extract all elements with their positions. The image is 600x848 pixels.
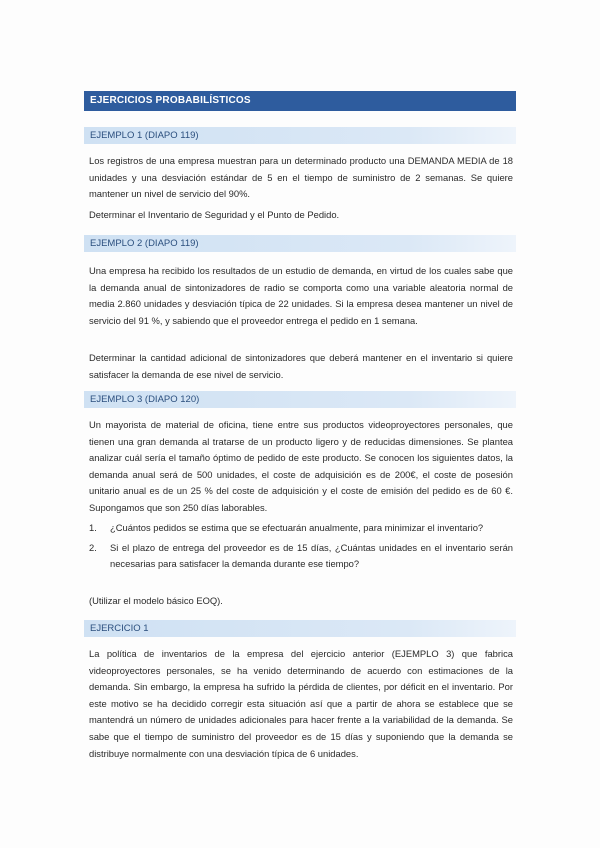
section-heading-ejemplo-1: EJEMPLO 1 (DIAPO 119) xyxy=(84,127,516,144)
list-item-text: ¿Cuántos pedidos se estima que se efectuarán anualmente, para minimizar el inventario? xyxy=(110,522,484,533)
paragraph: Una empresa ha recibido los resultados de un estudio de demanda, en virtud de los cuales sabe que la demanda anual de sintonizadores de radio se comporta como una variable aleatoria normal de media 2.860 unidades y desviación típica de 22 unidades. Si la empresa desea mantener un nivel de servicio del 91 %, y sabiendo que el proveedor entrega el pedido en 1 semana. xyxy=(89,265,513,326)
list-item-number: 2. xyxy=(89,541,97,553)
list-item xyxy=(89,520,513,537)
question-list xyxy=(89,520,513,576)
document-title: EJERCICIOS PROBABILÍSTICOS xyxy=(84,91,516,111)
section-heading-ejercicio-1: EJERCICIO 1 xyxy=(84,620,516,637)
paragraph: Determinar la cantidad adicional de sintonizadores que deberá mantener en el inventario si quiere satisfacer la demanda de ese nivel de servicio. xyxy=(89,352,513,380)
section-heading-ejemplo-3: EJEMPLO 3 (DIAPO 120) xyxy=(84,391,516,408)
section-heading-ejemplo-2: EJEMPLO 2 (DIAPO 119) xyxy=(84,235,516,252)
list-item xyxy=(89,540,513,573)
paragraph: Determinar el Inventario de Seguridad y el Punto de Pedido. xyxy=(89,209,340,220)
paragraph: Los registros de una empresa muestran para un determinado producto una DEMANDA MEDIA de 18 unidades y una desviación estándar de 5 en el tiempo de suministro de 2 semanas. Se quiere mantener un nivel de servicio del 90%. xyxy=(89,155,513,200)
list-item-number: 1. xyxy=(89,522,97,533)
paragraph: La política de inventarios de la empresa del ejercicio anterior (EJEMPLO 3) que fabrica videoproyectores personales, se ha venido determinando de acuerdo con estimaciones de la demanda. Sin embargo, la empresa ha sufrido la pérdida de clientes, por déficit en el inventario. Por este motivo se ha decidido corregir esta situación así que a partir de ahora se establece que se mantendrá un número de unidades adicionales para hacer frente a la variabilidad de la demanda. Se sabe que el tiempo de suministro del proveedor es de 15 días y suponiendo que la demanda se distribuye normalmente con una desviación típica de 6 unidades. xyxy=(89,648,513,759)
paragraph: Un mayorista de material de oficina, tiene entre sus productos videoproyectores personales, que tienen una gran demanda al tratarse de un producto ligero y de reducidas dimensiones. Se plantea analizar cuál sería el tamaño óptimo de pedido de este producto. Se conocen los siguientes datos, la demanda anual será de 500 unidades, el coste de adquisición es de 200€, el coste de posesión unitario anual es de un 25 % del coste de adquisición y el coste de emisión del pedido es de 60 €. Supongamos que son 250 días laborables. xyxy=(89,419,513,513)
list-item-text: Si el plazo de entrega del proveedor es de 15 días, ¿Cuántas unidades en el inventario serán necesarias para satisfacer la demanda durante ese tiempo? xyxy=(110,541,513,570)
note: (Utilizar el modelo básico EOQ). xyxy=(89,595,223,606)
